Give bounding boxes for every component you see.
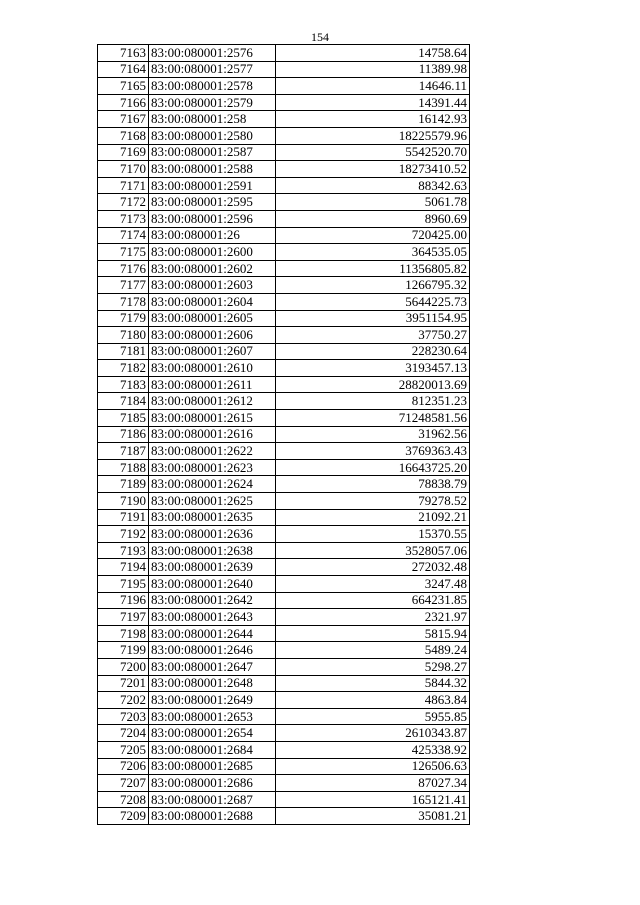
value-cell: 31962.56 — [276, 426, 470, 443]
cadastral-number-cell: 83:00:080001:2649 — [149, 692, 276, 709]
value-cell: 71248581.56 — [276, 410, 470, 427]
value-cell: 21092.21 — [276, 509, 470, 526]
row-number-cell: 7197 — [98, 609, 149, 626]
cadastral-number-cell: 83:00:080001:2648 — [149, 675, 276, 692]
cadastral-number-cell: 83:00:080001:2622 — [149, 443, 276, 460]
table-row — [98, 808, 470, 825]
row-number-cell: 7177 — [98, 277, 149, 294]
row-number-cell: 7175 — [98, 244, 149, 261]
row-number-cell: 7193 — [98, 542, 149, 559]
cadastral-number-cell: 83:00:080001:2579 — [149, 94, 276, 111]
row-number-cell: 7208 — [98, 791, 149, 808]
table-row — [98, 459, 470, 476]
value-cell: 87027.34 — [276, 775, 470, 792]
cadastral-number-cell: 83:00:080001:2600 — [149, 244, 276, 261]
cadastral-number-cell: 83:00:080001:2646 — [149, 642, 276, 659]
value-cell: 1266795.32 — [276, 277, 470, 294]
cadastral-number-cell: 83:00:080001:2684 — [149, 741, 276, 758]
row-number-cell: 7206 — [98, 758, 149, 775]
table-row — [98, 78, 470, 95]
value-cell: 2610343.87 — [276, 725, 470, 742]
row-number-cell: 7179 — [98, 310, 149, 327]
value-cell: 720425.00 — [276, 227, 470, 244]
cadastral-number-cell: 83:00:080001:2578 — [149, 78, 276, 95]
cadastral-number-cell: 83:00:080001:2616 — [149, 426, 276, 443]
row-number-cell: 7172 — [98, 194, 149, 211]
row-number-cell: 7176 — [98, 260, 149, 277]
row-number-cell: 7188 — [98, 459, 149, 476]
cadastral-number-cell: 83:00:080001:2603 — [149, 277, 276, 294]
table-body — [98, 45, 470, 825]
cadastral-number-cell: 83:00:080001:2643 — [149, 609, 276, 626]
row-number-cell: 7200 — [98, 658, 149, 675]
row-number-cell: 7198 — [98, 625, 149, 642]
value-cell: 5298.27 — [276, 658, 470, 675]
row-number-cell: 7181 — [98, 343, 149, 360]
row-number-cell: 7182 — [98, 360, 149, 377]
cadastral-number-cell: 83:00:080001:2576 — [149, 45, 276, 62]
row-number-cell: 7166 — [98, 94, 149, 111]
cadastral-number-cell: 83:00:080001:258 — [149, 111, 276, 128]
cadastral-number-cell: 83:00:080001:2688 — [149, 808, 276, 825]
table-row — [98, 692, 470, 709]
row-number-cell: 7195 — [98, 576, 149, 593]
cadastral-number-cell: 83:00:080001:26 — [149, 227, 276, 244]
value-cell: 15370.55 — [276, 526, 470, 543]
table-row — [98, 426, 470, 443]
table-row — [98, 244, 470, 261]
value-cell: 79278.52 — [276, 493, 470, 510]
row-number-cell: 7196 — [98, 592, 149, 609]
row-number-cell: 7192 — [98, 526, 149, 543]
cadastral-number-cell: 83:00:080001:2638 — [149, 542, 276, 559]
cadastral-number-cell: 83:00:080001:2606 — [149, 327, 276, 344]
row-number-cell: 7203 — [98, 708, 149, 725]
cadastral-number-cell: 83:00:080001:2607 — [149, 343, 276, 360]
row-number-cell: 7204 — [98, 725, 149, 742]
table-row — [98, 327, 470, 344]
table-row — [98, 227, 470, 244]
table-row — [98, 376, 470, 393]
value-cell: 5061.78 — [276, 194, 470, 211]
row-number-cell: 7180 — [98, 327, 149, 344]
value-cell: 14758.64 — [276, 45, 470, 62]
value-cell: 228230.64 — [276, 343, 470, 360]
value-cell: 126506.63 — [276, 758, 470, 775]
table-row — [98, 343, 470, 360]
table-row — [98, 592, 470, 609]
value-cell: 3528057.06 — [276, 542, 470, 559]
table-row — [98, 45, 470, 62]
cadastral-number-cell: 83:00:080001:2605 — [149, 310, 276, 327]
table-row — [98, 260, 470, 277]
value-cell: 4863.84 — [276, 692, 470, 709]
cadastral-number-cell: 83:00:080001:2615 — [149, 410, 276, 427]
value-cell: 2321.97 — [276, 609, 470, 626]
row-number-cell: 7201 — [98, 675, 149, 692]
row-number-cell: 7205 — [98, 741, 149, 758]
cadastral-number-cell: 83:00:080001:2580 — [149, 127, 276, 144]
cadastral-number-cell: 83:00:080001:2610 — [149, 360, 276, 377]
table-row — [98, 675, 470, 692]
row-number-cell: 7207 — [98, 775, 149, 792]
value-cell: 3193457.13 — [276, 360, 470, 377]
cadastral-number-cell: 83:00:080001:2577 — [149, 61, 276, 78]
value-cell: 14391.44 — [276, 94, 470, 111]
table-row — [98, 658, 470, 675]
cadastral-number-cell: 83:00:080001:2623 — [149, 459, 276, 476]
row-number-cell: 7171 — [98, 177, 149, 194]
table-row — [98, 476, 470, 493]
cadastral-number-cell: 83:00:080001:2647 — [149, 658, 276, 675]
table-row — [98, 277, 470, 294]
table-row — [98, 559, 470, 576]
row-number-cell: 7190 — [98, 493, 149, 510]
table-row — [98, 708, 470, 725]
table-row — [98, 94, 470, 111]
cadastral-number-cell: 83:00:080001:2639 — [149, 559, 276, 576]
value-cell: 3247.48 — [276, 576, 470, 593]
row-number-cell: 7178 — [98, 293, 149, 310]
table-row — [98, 111, 470, 128]
value-cell: 16142.93 — [276, 111, 470, 128]
row-number-cell: 7194 — [98, 559, 149, 576]
value-cell: 35081.21 — [276, 808, 470, 825]
value-cell: 8960.69 — [276, 210, 470, 227]
table-row — [98, 741, 470, 758]
cadastral-number-cell: 83:00:080001:2642 — [149, 592, 276, 609]
value-cell: 28820013.69 — [276, 376, 470, 393]
table-row — [98, 310, 470, 327]
value-cell: 5644225.73 — [276, 293, 470, 310]
value-cell: 3769363.43 — [276, 443, 470, 460]
value-cell: 165121.41 — [276, 791, 470, 808]
cadastral-number-cell: 83:00:080001:2595 — [149, 194, 276, 211]
row-number-cell: 7199 — [98, 642, 149, 659]
table-row — [98, 542, 470, 559]
table-row — [98, 127, 470, 144]
data-table — [97, 44, 470, 825]
value-cell: 5542520.70 — [276, 144, 470, 161]
row-number-cell: 7164 — [98, 61, 149, 78]
value-cell: 5955.85 — [276, 708, 470, 725]
table-row — [98, 609, 470, 626]
value-cell: 78838.79 — [276, 476, 470, 493]
row-number-cell: 7183 — [98, 376, 149, 393]
row-number-cell: 7167 — [98, 111, 149, 128]
value-cell: 5844.32 — [276, 675, 470, 692]
cadastral-number-cell: 83:00:080001:2591 — [149, 177, 276, 194]
cadastral-number-cell: 83:00:080001:2654 — [149, 725, 276, 742]
value-cell: 18225579.96 — [276, 127, 470, 144]
value-cell: 664231.85 — [276, 592, 470, 609]
table-row — [98, 725, 470, 742]
value-cell: 5489.24 — [276, 642, 470, 659]
cadastral-number-cell: 83:00:080001:2625 — [149, 493, 276, 510]
value-cell: 18273410.52 — [276, 161, 470, 178]
value-cell: 5815.94 — [276, 625, 470, 642]
cadastral-number-cell: 83:00:080001:2602 — [149, 260, 276, 277]
value-cell: 3951154.95 — [276, 310, 470, 327]
row-number-cell: 7202 — [98, 692, 149, 709]
value-cell: 37750.27 — [276, 327, 470, 344]
row-number-cell: 7209 — [98, 808, 149, 825]
cadastral-number-cell: 83:00:080001:2636 — [149, 526, 276, 543]
table-row — [98, 161, 470, 178]
value-cell: 812351.23 — [276, 393, 470, 410]
cadastral-number-cell: 83:00:080001:2686 — [149, 775, 276, 792]
table-row — [98, 210, 470, 227]
cadastral-number-cell: 83:00:080001:2587 — [149, 144, 276, 161]
row-number-cell: 7169 — [98, 144, 149, 161]
table-row — [98, 410, 470, 427]
cadastral-number-cell: 83:00:080001:2685 — [149, 758, 276, 775]
row-number-cell: 7187 — [98, 443, 149, 460]
cadastral-number-cell: 83:00:080001:2687 — [149, 791, 276, 808]
table-row — [98, 791, 470, 808]
table-row — [98, 393, 470, 410]
row-number-cell: 7189 — [98, 476, 149, 493]
value-cell: 272032.48 — [276, 559, 470, 576]
table-row — [98, 360, 470, 377]
page-number: 154 — [311, 30, 329, 44]
value-cell: 11356805.82 — [276, 260, 470, 277]
cadastral-number-cell: 83:00:080001:2640 — [149, 576, 276, 593]
row-number-cell: 7185 — [98, 410, 149, 427]
table-row — [98, 293, 470, 310]
cadastral-number-cell: 83:00:080001:2635 — [149, 509, 276, 526]
table-row — [98, 509, 470, 526]
table-row — [98, 775, 470, 792]
table-row — [98, 576, 470, 593]
row-number-cell: 7184 — [98, 393, 149, 410]
table-row — [98, 526, 470, 543]
table-row — [98, 493, 470, 510]
table-row — [98, 642, 470, 659]
cadastral-number-cell: 83:00:080001:2624 — [149, 476, 276, 493]
value-cell: 16643725.20 — [276, 459, 470, 476]
table-row — [98, 443, 470, 460]
row-number-cell: 7168 — [98, 127, 149, 144]
row-number-cell: 7174 — [98, 227, 149, 244]
cadastral-number-cell: 83:00:080001:2611 — [149, 376, 276, 393]
cadastral-number-cell: 83:00:080001:2596 — [149, 210, 276, 227]
value-cell: 11389.98 — [276, 61, 470, 78]
row-number-cell: 7186 — [98, 426, 149, 443]
row-number-cell: 7173 — [98, 210, 149, 227]
value-cell: 14646.11 — [276, 78, 470, 95]
table-row — [98, 194, 470, 211]
cadastral-number-cell: 83:00:080001:2644 — [149, 625, 276, 642]
table-row — [98, 144, 470, 161]
cadastral-number-cell: 83:00:080001:2653 — [149, 708, 276, 725]
cadastral-number-cell: 83:00:080001:2604 — [149, 293, 276, 310]
table-row — [98, 625, 470, 642]
row-number-cell: 7165 — [98, 78, 149, 95]
row-number-cell: 7191 — [98, 509, 149, 526]
cadastral-number-cell: 83:00:080001:2612 — [149, 393, 276, 410]
value-cell: 364535.05 — [276, 244, 470, 261]
cadastral-number-cell: 83:00:080001:2588 — [149, 161, 276, 178]
value-cell: 88342.63 — [276, 177, 470, 194]
row-number-cell: 7170 — [98, 161, 149, 178]
table-row — [98, 758, 470, 775]
table-row — [98, 61, 470, 78]
row-number-cell: 7163 — [98, 45, 149, 62]
value-cell: 425338.92 — [276, 741, 470, 758]
table-row — [98, 177, 470, 194]
